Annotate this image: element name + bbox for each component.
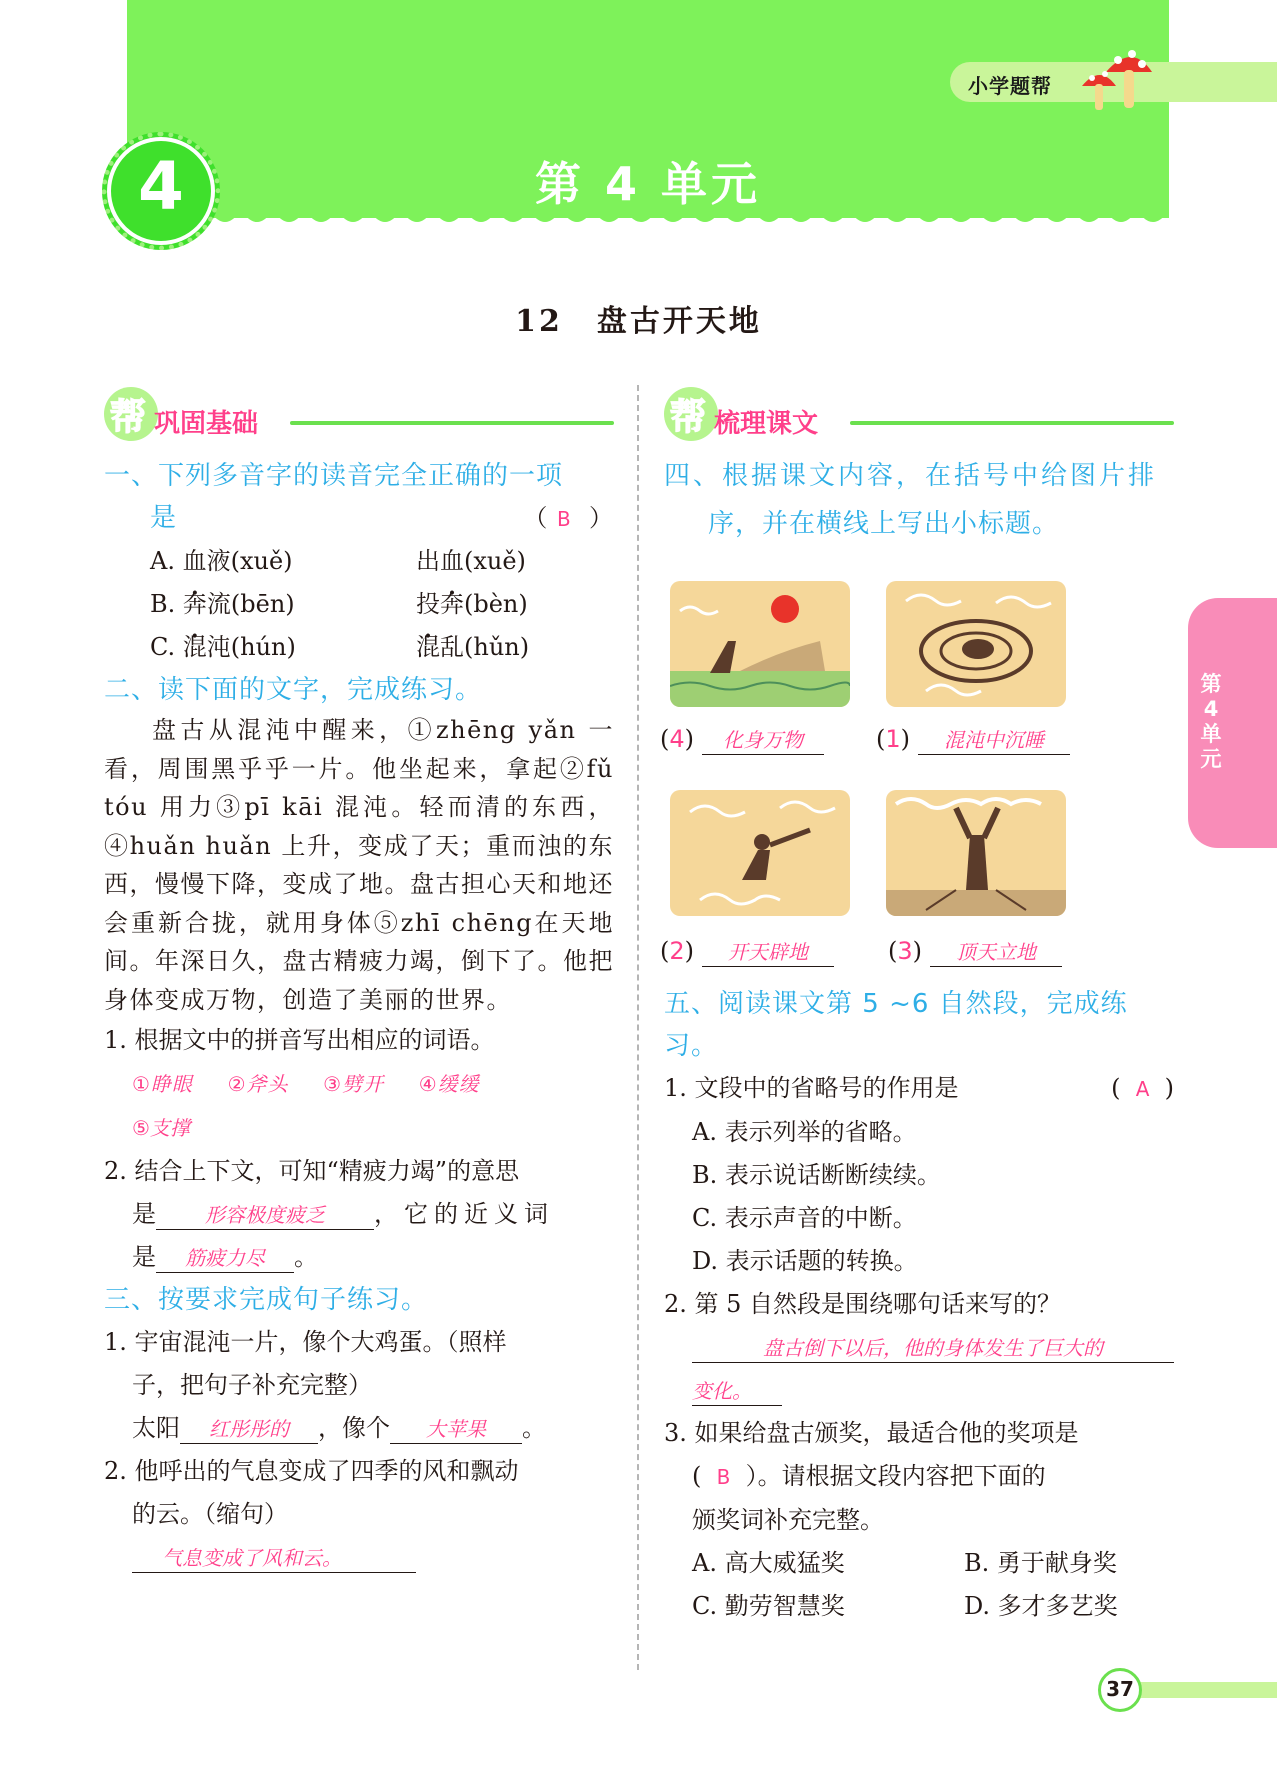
picture-title-answer: 顶天立地 <box>956 940 1037 964</box>
picture-giant-lying <box>670 581 850 707</box>
left-column <box>104 385 614 1579</box>
q1-option-row: C. 混沌(hún) 混乱(hǔn) <box>150 633 530 661</box>
picture-caption: (3) 顶天立地 <box>888 937 1062 967</box>
section-title: 梳理课文 <box>714 409 819 439</box>
brand-name: 小学题帮 <box>968 74 1052 98</box>
lesson-number: 12 <box>515 304 563 339</box>
q5-s2-answer-line2: 变化。 <box>664 1369 1174 1412</box>
q5-s3-options: A. 高大威猛奖 B. 勇于献身奖 <box>692 1549 1117 1577</box>
q3-s1-cont: 子，把句子补充完整） <box>132 1371 372 1399</box>
q1-answer: B <box>557 507 572 531</box>
q3-s2-cont: 的云。（缩句） <box>132 1500 288 1528</box>
section-badge-char: 帮 <box>110 397 147 438</box>
q2-sub1-answers-2: ⑤支撑 <box>132 1116 190 1140</box>
q1-heading: 一、下列多音字的读音完全正确的一项 <box>104 461 564 491</box>
q3-s1: 1. 宇宙混沌一片，像个大鸡蛋。（照样 <box>104 1328 507 1356</box>
q4-heading-cont: 序，并在横线上写出小标题。 <box>708 509 1060 539</box>
q2-sub2-synonym: 是 筋疲力尽 。 <box>132 1243 318 1271</box>
section-header-text-review <box>664 385 1174 455</box>
q1-option-row: A. 血液(xuě) 出血(xuě) <box>150 547 526 575</box>
q3-s2: 2. 他呼出的气息变成了四季的风和飘动 <box>104 1457 519 1485</box>
q5-s1-option: D. 表示话题的转换。 <box>692 1247 918 1275</box>
picture-grid <box>660 545 1174 975</box>
side-tab-label: 第4单元 <box>1200 672 1222 771</box>
column-divider <box>637 385 639 1670</box>
q2-sub1: 1. 根据文中的拼音写出相应的词语。 <box>104 1026 495 1054</box>
lesson-name: 盘古开天地 <box>596 304 762 339</box>
q5-s3: 3. 如果给盘古颁奖，最适合他的奖项是 <box>664 1419 1079 1447</box>
page-number-strip <box>1136 1682 1277 1698</box>
q1-heading-cont: 是 <box>150 503 178 533</box>
section-title: 巩固基础 <box>154 409 259 439</box>
picture-title-answer: 化身万物 <box>723 728 804 752</box>
paren-close: ） <box>589 504 614 532</box>
q3-s1-answer-line: 太阳 红彤彤的 ，像个 大苹果 。 <box>132 1414 546 1442</box>
q2-sub1-answers: ①睁眼 ②斧头 ③劈开 ④缓缓 <box>132 1072 480 1096</box>
picture-giant-axe <box>670 790 850 916</box>
q5-s2: 2. 第 5 自然段是围绕哪句话来写的？ <box>664 1290 1062 1318</box>
q2-sub2-meaning: 是 形容极度疲乏 ，它的近义词 <box>132 1200 554 1228</box>
q2-meaning-answer: 形容极度疲乏 <box>205 1203 325 1227</box>
unit-number: 4 <box>138 148 184 225</box>
lesson-title <box>0 296 1277 340</box>
picture-giant-holding-sky <box>886 790 1066 916</box>
right-column <box>660 385 1174 1628</box>
q5-s3-cont2: 颁奖词补充完整。 <box>692 1506 884 1534</box>
q4-heading: 四、根据课文内容，在括号中给图片排 <box>664 461 1158 491</box>
q5-s3-answer: B <box>716 1465 731 1489</box>
picture-caption: (2) 开天辟地 <box>660 937 834 967</box>
q5-heading: 五、阅读课文第 5 ~6 自然段，完成练习。 <box>664 989 1128 1061</box>
picture-giant-sleeping <box>886 581 1066 707</box>
q3-s2-answer-line: 气息变成了风和云。 <box>104 1536 614 1579</box>
picture-caption: (4) 化身万物 <box>660 725 824 755</box>
picture-title-answer: 开天辟地 <box>728 940 809 964</box>
mushroom-icon <box>1062 42 1154 114</box>
q5-s2-answer-line: 盘古倒下以后，他的身体发生了巨大的 <box>664 1326 1174 1369</box>
q5-s1-answer: A <box>1135 1077 1150 1101</box>
q1-answer-paren <box>523 497 614 540</box>
q5-s1: 1. 文段中的省略号的作用是 ( A ) <box>664 1074 1174 1102</box>
q1-option-row: B. 奔流(bēn) 投奔(bèn) <box>150 590 528 618</box>
passage-text: 盘古从混沌中醒来，①zhēng yǎn 一看，周围黑乎乎一片。他坐起来，拿起②fǔ tóu 用力③pī kāi 混沌。轻而清的东西，④huǎn huǎn 上升，变成了天；重而浊的东西，慢慢下降，变成了地。盘古担心天和地还会重新合拢，就用身体⑤zhī chēng在天地间。年深日久，盘古精疲力竭，倒下了。他把身体变成万物，创造了美丽的世界。 <box>104 716 614 1014</box>
section-rule <box>850 421 1174 425</box>
reading-passage <box>104 711 614 1019</box>
q2-heading: 二、读下面的文字，完成练习。 <box>104 675 483 705</box>
section-rule <box>290 421 614 425</box>
picture-title-answer: 混沌中沉睡 <box>944 728 1045 752</box>
q3-heading: 三、按要求完成句子练习。 <box>104 1285 429 1315</box>
q5-s1-option: A. 表示列举的省略。 <box>692 1118 917 1146</box>
q5-s1-option: C. 表示声音的中断。 <box>692 1204 917 1232</box>
section-badge-char: 帮 <box>670 397 707 438</box>
unit-title: 第 4 单元 <box>534 157 762 211</box>
q2-synonym-answer: 筋疲力尽 <box>185 1246 265 1270</box>
q5-s3-cont: ( B ）。请根据文段内容把下面的 <box>692 1462 1046 1490</box>
q1-heading-line2 <box>104 497 614 540</box>
q2-sub2: 2. 结合上下文，可知“精疲力竭”的意思 <box>104 1157 520 1185</box>
picture-caption: (1) 混沌中沉睡 <box>876 725 1070 755</box>
section-header-basics <box>104 385 614 455</box>
paren-open: （ <box>523 504 549 532</box>
page-number: 37 <box>1106 1677 1134 1701</box>
q5-s1-option: B. 表示说话断断续续。 <box>692 1161 941 1189</box>
q5-s3-options: C. 勤劳智慧奖 D. 多才多艺奖 <box>692 1592 1118 1620</box>
